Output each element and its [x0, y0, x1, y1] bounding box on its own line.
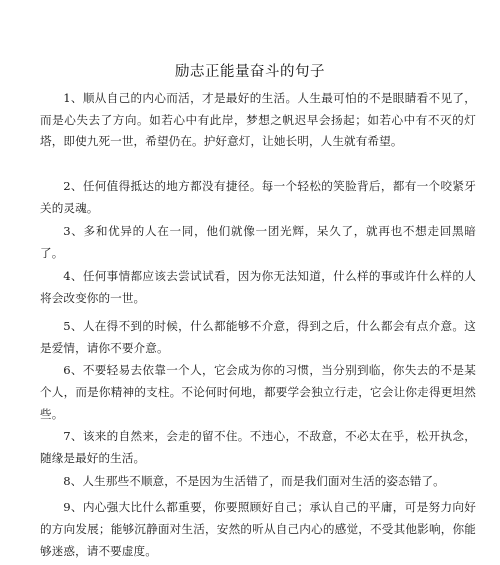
paragraph-4: 4、任何事情都应该去尝试试看，因为你无法知道，什么样的事或许什么样的人将会改变你的一世。	[40, 269, 476, 305]
paragraph-8: 8、人生那些不顺意，不是因为生活错了，而是我们面对生活的姿态错了。	[63, 474, 445, 488]
paragraph-2: 2、任何值得抵达的地方都没有捷径。每一个轻松的笑脸背后，都有一个咬紧牙关的灵魂。	[40, 179, 476, 215]
paragraph-9: 9、内心强大比什么都重要，你要照顾好自己；承认自己的平庸，可是努力向好的方向发展；能够沉静面对生活，安然的听从自己内心的感觉，不受其他影响，你能够迷惑，请不要虚度。	[40, 500, 476, 558]
paragraph-3: 3、多和优异的人在一同，他们就像一团光辉，呆久了，就再也不想走回黑暗了。	[40, 224, 476, 260]
paragraph-7: 7、该来的自然来，会走的留不住。不违心，不敌意，不必太在乎，松开执念，随缘是最好的生活。	[40, 429, 476, 465]
paragraph-6: 6、不要轻易去依靠一个人，它会成为你的习惯，当分别到临，你失去的不是某个人，而是你精神的支柱。不论何时何地，都要学会独立行走，它会让你走得更坦然些。	[40, 363, 476, 421]
document-title: 励志正能量奋斗的句子	[175, 64, 325, 80]
paragraph-1: 1、顺从自己的内心而活，才是最好的生活。人生最可怕的不是眼睛看不见了，而是心失去了方向。如若心中有此岸，梦想之帆迟早会扬起；如若心中有不灭的灯塔，即使九死一世，希望仍在。护好意灯，让她长明，人生就有希望。	[40, 91, 476, 148]
paragraph-5: 5、人在得不到的时候，什么都能够不介意，得到之后，什么都会有点介意。这是爱情，请你不要介意。	[40, 319, 476, 355]
